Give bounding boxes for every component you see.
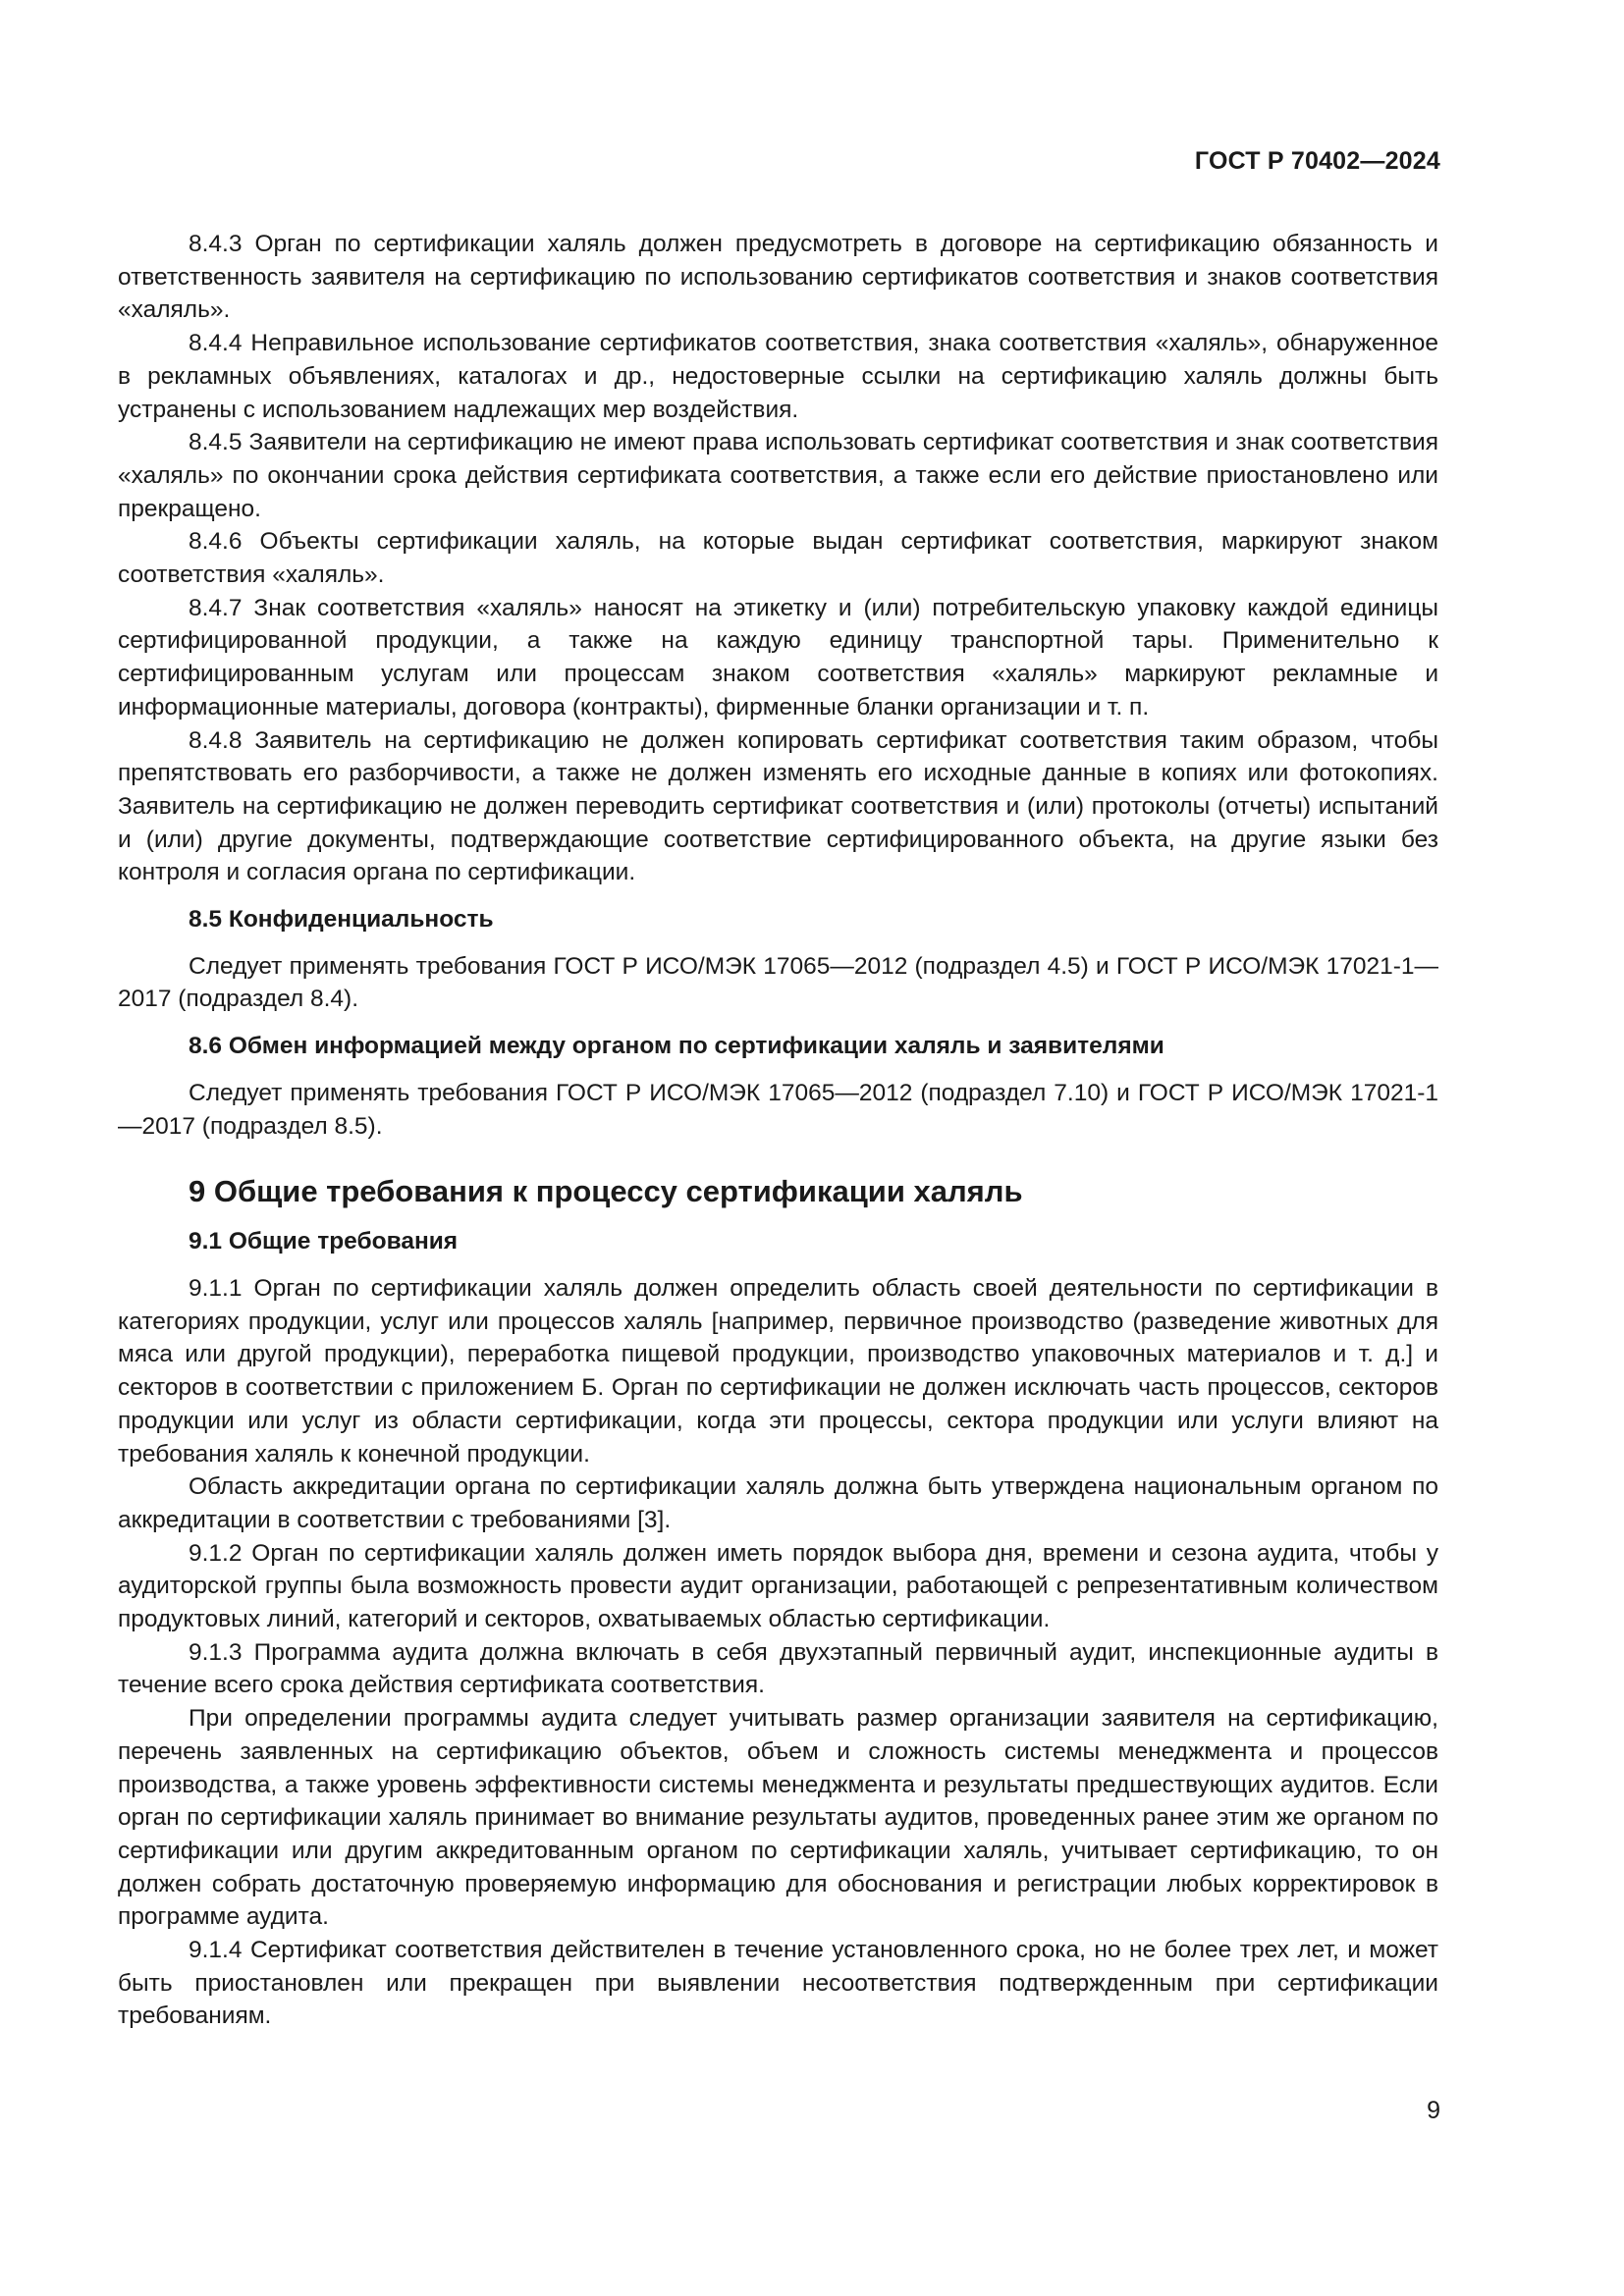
paragraph-8-4-4: 8.4.4 Неправильное использование сертификатов соответствия, знака соответствия «халяль», обнаруженное в рекламных объявлениях, каталогах и др., недостоверные ссылки на сертификацию халяль должны быть устранены с использованием надлежащих мер воздействия. (118, 330, 1438, 423)
document-code-header: ГОСТ Р 70402—2024 (1194, 147, 1440, 175)
paragraph-8-6: Следует применять требования ГОСТ Р ИСО/МЭК 17065—2012 (подраздел 7.10) и ГОСТ Р ИСО/МЭК 17021-1—2017 (подраздел 8.5). (118, 1079, 1438, 1140)
paragraph-8-4-7: 8.4.7 Знак соответствия «халяль» наносят на этикетку и (или) потребительскую упаковку каждой единицы сертифицированной продукции, а также на каждую единицу транспортной тары. Применительно к сертифицированным услугам или процессам знаком соответствия «халяль» маркируют рекламные и информационные материалы, договора (контракты), фирменные бланки организации и т. п. (118, 594, 1438, 721)
page-number: 9 (1427, 2097, 1440, 2124)
paragraph-8-4-3: 8.4.3 Орган по сертификации халяль должен предусмотреть в договоре на сертификацию обязанность и ответственность заявителя на сертификацию по использованию сертификатов соответствия и знаков соответствия «халяль». (118, 231, 1438, 324)
paragraph-9-1-1: 9.1.1 Орган по сертификации халяль должен определить область своей деятельности по сертификации в категориях продукции, услуг или процессов халяль [например, первичное производство (разведение животных для мяса или другой продукции), переработка пищевой продукции, производство упаковочных материалов и т. д.] и секторов в соответствии с приложением Б. Орган по сертификации не должен исключать часть процессов, секторов продукции или услуг из области сертификации, когда эти процессы, сектора продукции или услуги влияют на требования халяль к конечной продукции. (118, 1274, 1438, 1468)
paragraph-8-5: Следует применять требования ГОСТ Р ИСО/МЭК 17065—2012 (подраздел 4.5) и ГОСТ Р ИСО/МЭК 17021-1—2017 (подраздел 8.4). (118, 952, 1438, 1013)
paragraph-8-4-8: 8.4.8 Заявитель на сертификацию не должен копировать сертификат соответствия таким образом, чтобы препятствовать его разборчивости, а также не должен изменять его исходные данные в копиях или фотокопиях. Заявитель на сертификацию не должен переводить сертификат соответствия и (или) протоколы (отчеты) испытаний и (или) другие документы, подтверждающие соответствие сертифицированного объекта, на другие языки без контроля и согласия органа по сертификации. (118, 726, 1438, 886)
paragraph-8-4-5: 8.4.5 Заявители на сертификацию не имеют права использовать сертификат соответствия и знак соответствия «халяль» по окончании срока действия сертификата соответствия, а также если его действие приостановлено или прекращено. (118, 429, 1438, 522)
spacer (118, 889, 1438, 903)
spacer (118, 1211, 1438, 1225)
section-heading-8-6: 8.6 Обмен информацией между органом по сертификации халяль и заявителями (189, 1033, 1164, 1060)
spacer (118, 1143, 1438, 1172)
spacer (118, 1016, 1438, 1030)
paragraph-9-1-3: 9.1.3 Программа аудита должна включать в себя двухэтапный первичный аудит, инспекционные аудиты в течение всего срока действия сертификата соответствия. (118, 1638, 1438, 1699)
paragraph-9-1-3-program: При определении программы аудита следует учитывать размер организации заявителя на сертификацию, перечень заявленных на сертификацию объектов, объем и сложность системы менеджмента и процессов производства, а также уровень эффективности системы менеджмента и результаты предшествующих аудитов. Если орган по сертификации халяль принимает во внимание результаты аудитов, проведенных ранее этим же органом по сертификации или другим аккредитованным органом по сертификации халяль, учитывает сертификацию, то он должен собрать достаточную проверяемую информацию для обоснования и регистрации любых корректировок в программе аудита. (118, 1705, 1438, 1931)
chapter-heading-9: 9 Общие требования к процессу сертификации халяль (189, 1174, 1023, 1209)
spacer (118, 1063, 1438, 1077)
paragraph-8-4-6: 8.4.6 Объекты сертификации халяль, на которые выдан сертификат соответствия, маркируют знаком соответствия «халяль». (118, 528, 1438, 589)
section-heading-8-5: 8.5 Конфиденциальность (189, 906, 494, 934)
section-heading-9-1: 9.1 Общие требования (189, 1228, 459, 1255)
document-body (118, 228, 1438, 2033)
spacer (118, 1258, 1438, 1272)
paragraph-9-1-4: 9.1.4 Сертификат соответствия действителен в течение установленного срока, но не более трех лет, и может быть приостановлен или прекращен при выявлении несоответствия подтвержденным при сертификации требованиям. (118, 1937, 1438, 2030)
paragraph-9-1-2: 9.1.2 Орган по сертификации халяль должен иметь порядок выбора дня, времени и сезона аудита, чтобы у аудиторской группы была возможность провести аудит организации, работающей с репрезентативным количеством продуктовых линий, категорий и секторов, охватываемых областью сертификации. (118, 1539, 1438, 1633)
spacer (118, 936, 1438, 950)
paragraph-9-1-1-accreditation: Область аккредитации органа по сертификации халяль должна быть утверждена национальным органом по аккредитации в соответствии с требованиями [3]. (118, 1473, 1438, 1533)
